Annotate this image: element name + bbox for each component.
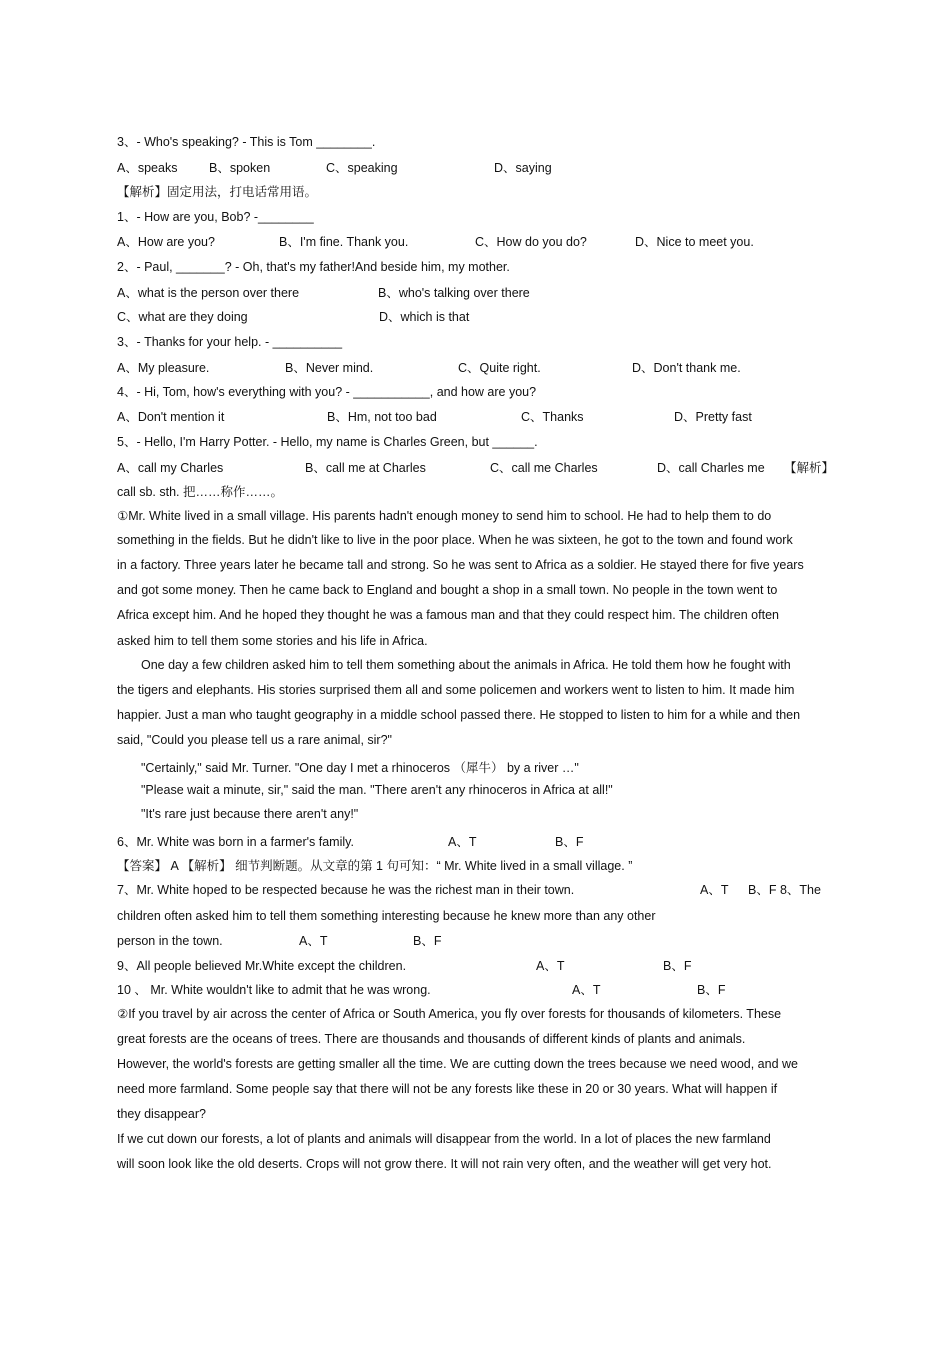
option-d: D、Nice to meet you. xyxy=(635,235,754,249)
passage1-line: "Certainly," said Mr. Turner. "One day I met a rhinoceros （犀牛） by a river …" xyxy=(141,761,579,775)
option-c: C、what are they doing xyxy=(117,310,248,324)
passage2-line: need more farmland. Some people say that there will not be any forests like these in 20 or 30 years. What will happen if xyxy=(117,1082,778,1096)
option-b: B、F xyxy=(697,983,726,997)
passage1-line: something in the fields. But he didn't like to live in the poor place. When he was sixteen, he got to the town and found work xyxy=(117,533,793,547)
question-5-analysis: call sb. sth. 把……称作……。 xyxy=(117,485,283,499)
passage2-line: ②If you travel by air across the center of Africa or South America, you fly over forests for thousands of kilometers. These xyxy=(117,1007,782,1021)
option-a: A、call my Charles xyxy=(117,461,224,475)
option-b: B、call me at Charles xyxy=(305,461,426,475)
passage1-line: Africa except him. And he hoped they thought he was a famous man and that they could respect him. The children often xyxy=(117,608,779,622)
question-6-answer: 【答案】 A 【解析】 细节判断题。从文章的第 1 句可知：“ Mr. White lived in a small village. ” xyxy=(117,859,633,873)
passage2-line: will soon look like the old deserts. Crops will not grow there. It will not rain very often, and the weather will get very hot. xyxy=(117,1157,772,1171)
option-c: C、Thanks xyxy=(521,410,584,424)
passage2-line: great forests are the oceans of trees. There are thousands and thousands of different kinds of plants and animals. xyxy=(117,1032,746,1046)
question-3-stem: 3、- Who's speaking? - This is Tom ________. xyxy=(117,135,376,149)
option-d: D、Pretty fast xyxy=(674,410,752,424)
analysis-tag: 【解析】 xyxy=(784,461,835,475)
option-a: A、Don't mention it xyxy=(117,410,225,424)
question-3b-stem: 3、- Thanks for your help. - __________ xyxy=(117,335,343,349)
option-a: A、what is the person over there xyxy=(117,286,300,300)
option-c: C、How do you do? xyxy=(475,235,587,249)
passage1-line: "Please wait a minute, sir," said the man. "There aren't any rhinoceros in Africa at all!" xyxy=(141,783,613,797)
question-5-stem: 5、- Hello, I'm Harry Potter. - Hello, my name is Charles Green, but ______. xyxy=(117,435,538,449)
option-b: B、F xyxy=(413,934,442,948)
passage2-line: they disappear? xyxy=(117,1107,206,1121)
option-b: B、F 8、The xyxy=(748,883,821,897)
option-a: A、T xyxy=(448,835,477,849)
option-d: D、Don't thank me. xyxy=(632,361,741,375)
passage1-line: in a factory. Three years later he became tall and strong. So he was sent to Africa as a soldier. He stayed there for five years xyxy=(117,558,804,572)
option-d: D、call Charles me xyxy=(657,461,765,475)
option-b: B、Hm, not too bad xyxy=(327,410,437,424)
passage2-line: However, the world's forests are getting smaller all the time. We are cutting down the trees because we need wood, and we xyxy=(117,1057,798,1071)
option-b: B、spoken xyxy=(209,161,271,175)
option-c: C、call me Charles xyxy=(490,461,598,475)
option-c: C、speaking xyxy=(326,161,398,175)
passage1-line: asked him to tell them some stories and his life in Africa. xyxy=(117,634,428,648)
option-a: A、How are you? xyxy=(117,235,215,249)
option-d: D、saying xyxy=(494,161,552,175)
option-a: A、My pleasure. xyxy=(117,361,210,375)
passage1-line: and got some money. Then he came back to England and bought a shop in a small town. No people in the town went to xyxy=(117,583,778,597)
option-d: D、which is that xyxy=(379,310,470,324)
question-3-analysis: 【解析】固定用法，打电话常用语。 xyxy=(117,185,318,199)
passage1-line: happier. Just a man who taught geography in a middle school passed there. He stopped to listen to him for a while and then xyxy=(117,708,801,722)
passage1-line: "It's rare just because there aren't any!" xyxy=(141,807,359,821)
question-2-stem: 2、- Paul, _______? - Oh, that's my father!And beside him, my mother. xyxy=(117,260,510,274)
option-b: B、I'm fine. Thank you. xyxy=(279,235,409,249)
question-6-stem: 6、Mr. White was born in a farmer's family. xyxy=(117,835,354,849)
question-8-stem: children often asked him to tell them something interesting because he knew more than any other xyxy=(117,909,656,923)
question-9-stem: 9、All people believed Mr.White except the children. xyxy=(117,959,407,973)
option-b: B、F xyxy=(663,959,692,973)
option-b: B、who's talking over there xyxy=(378,286,530,300)
option-c: C、Quite right. xyxy=(458,361,541,375)
question-8-stem-end: person in the town. xyxy=(117,934,223,948)
passage1-line: One day a few children asked him to tell them something about the animals in Africa. He told them how he fought with xyxy=(141,658,791,672)
option-a: A、speaks xyxy=(117,161,178,175)
passage1-line: ①Mr. White lived in a small village. His parents hadn't enough money to send him to school. He had to help them to do xyxy=(117,509,772,523)
option-a: A、T xyxy=(299,934,328,948)
option-b: B、Never mind. xyxy=(285,361,374,375)
question-4-stem: 4、- Hi, Tom, how's everything with you? - ___________, and how are you? xyxy=(117,385,537,399)
option-a: A、T xyxy=(700,883,729,897)
question-7-stem: 7、Mr. White hoped to be respected because he was the richest man in their town. xyxy=(117,883,575,897)
passage1-line: said, "Could you please tell us a rare animal, sir?" xyxy=(117,733,392,747)
passage1-line: the tigers and elephants. His stories surprised them all and some policemen and workers went to listen to him. It made him xyxy=(117,683,795,697)
passage2-line: If we cut down our forests, a lot of plants and animals will disappear from the world. In a lot of places the new farmland xyxy=(117,1132,771,1146)
option-a: A、T xyxy=(536,959,565,973)
option-b: B、F xyxy=(555,835,584,849)
option-a: A、T xyxy=(572,983,601,997)
question-1-stem: 1、- How are you, Bob? -________ xyxy=(117,210,314,224)
question-10-stem: 10 、 Mr. White wouldn't like to admit that he was wrong. xyxy=(117,983,431,997)
